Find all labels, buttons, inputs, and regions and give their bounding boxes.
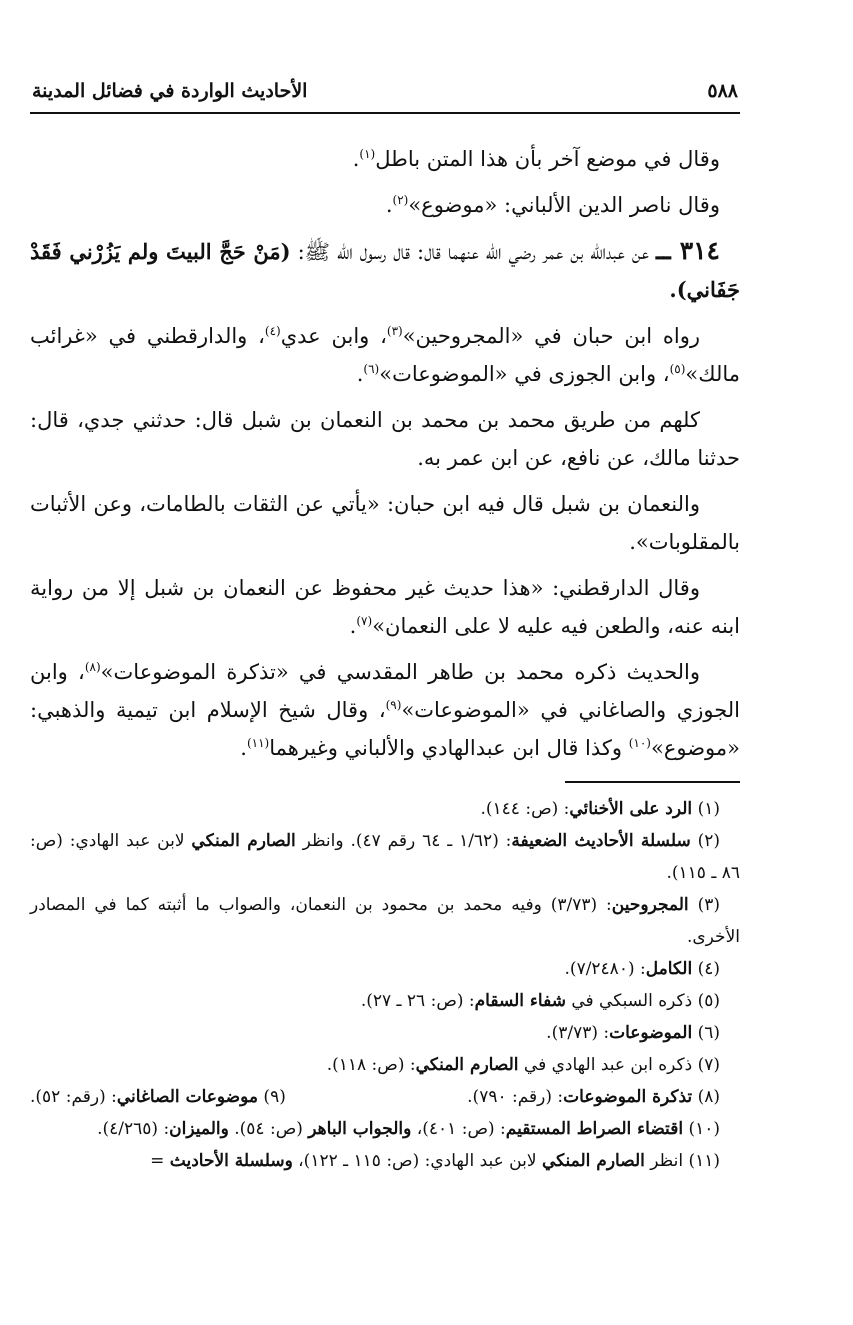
paragraph-8: والحديث ذكره محمد بن طاهر المقدسي في «تذكرة الموضوعات»$^{(٨)}$، وابن الجوزي والصاغاني في «الموضوعات»$^{(٩)}$، وقال شيخ الإسلام ابن تيمية والذهبي: «موضوع»$^{(١٠)}$ وكذا قال ابن عبدالهادي والألباني وغيرهما$^{(١١)}$. bbox=[30, 660, 741, 760]
hadith-paragraph bbox=[30, 232, 740, 309]
running-title: الأحاديث الواردة في فضائل المدينة bbox=[32, 80, 308, 102]
paragraph-5: كلهم من طريق محمد بن محمد بن النعمان بن شبل قال: حدثني جدي، قال: حدثنا مالك، عن نافع، عن ابن عمر به. bbox=[30, 408, 740, 470]
footnote-1: (١) الرد على الأخنائي: (ص: ١٤٤). bbox=[480, 799, 720, 819]
paragraph-7: وقال الدارقطني: «هذا حديث غير محفوظ عن النعمان بن شبل إلا من رواية ابنه عنه، والطعن فيه عليه لا على النعمان»$^{(٧)}$. bbox=[30, 576, 740, 638]
footnote-5: (٥) ذكره السبكي في شفاء السقام: (ص: ٢٦ ـ ٢٧). bbox=[360, 991, 720, 1011]
paragraph-2: وقال ناصر الدين الألباني: «موضوع»$^{(٢)}$. bbox=[385, 193, 720, 217]
paragraph-4: رواه ابن حبان في «المجروحين»$^{(٣)}$، وابن عدي$^{(٤)}$، والدارقطني في «غرائب مالك»$^{(٥)}$، وابن الجوزى في «الموضوعات»$^{(٦)}$. bbox=[30, 324, 740, 386]
page-number: ٥٨٨ bbox=[707, 80, 738, 102]
paragraph-1: وقال في موضع آخر بأن هذا المتن باطل$^{(١)}$. bbox=[352, 147, 720, 171]
footnote-divider bbox=[565, 781, 740, 783]
footnote-6: (٦) الموضوعات: (٣/٧٣). bbox=[546, 1023, 720, 1043]
footnotes-8-9 bbox=[30, 1081, 740, 1113]
footnote-ref-2: (٢) bbox=[392, 193, 409, 207]
footnote-9: (٩) موضوعات الصاغاني: (رقم: ٥٢). bbox=[30, 1087, 286, 1107]
footnote-3: (٣) المجروحين: (٣/٧٣) وفيه محمد بن محمود بن النعمان، والصواب ما أثبته كما في المصادر الأخرى. bbox=[30, 895, 740, 947]
footnote-10: (١٠) اقتضاء الصراط المستقيم: (ص: ٤٠١)، والجواب الباهر (ص: ٥٤). والميزان: (٤/٢٦٥). bbox=[97, 1119, 720, 1139]
footnote-4: (٤) الكامل: (٧/٢٤٨٠). bbox=[564, 959, 720, 979]
running-header bbox=[30, 80, 740, 114]
footnote-8: (٨) تذكرة الموضوعات: (رقم: ٧٩٠). bbox=[467, 1087, 720, 1107]
footnote-11: (١١) انظر الصارم المنكي لابن عبد الهادي: (ص: ١١٥ ـ ١٢٢)، وسلسلة الأحاديث = bbox=[150, 1151, 720, 1171]
hadith-intro: عن عبدالله بن عمر رضي الله عنهما قال: قال رسول الله ﷺ: bbox=[297, 240, 649, 264]
footnote-2: (٢) سلسلة الأحاديث الضعيفة: (١/٦٢ ـ ٦٤ رقم ٤٧). وانظر الصارم المنكي لابن عبد الهادي: (ص: ٨٦ ـ ١١٥). bbox=[30, 831, 740, 883]
book-page bbox=[30, 80, 740, 1177]
footnote-7: (٧) ذكره ابن عبد الهادي في الصارم المنكي: (ص: ١١٨). bbox=[326, 1055, 720, 1075]
footnotes bbox=[30, 793, 740, 1177]
hadith-text: (مَنْ حَجَّ البيتَ ولم يَزُرْني فَقَدْ جَفَاني). bbox=[30, 239, 740, 302]
footnote-ref-1: (١) bbox=[359, 147, 376, 161]
main-text bbox=[30, 140, 740, 767]
hadith-number: ٣١٤ ــ bbox=[656, 236, 720, 265]
paragraph-6: والنعمان بن شبل قال فيه ابن حبان: «يأتي عن الثقات بالطامات، وعن الأثبات بالمقلوبات». bbox=[30, 492, 740, 554]
